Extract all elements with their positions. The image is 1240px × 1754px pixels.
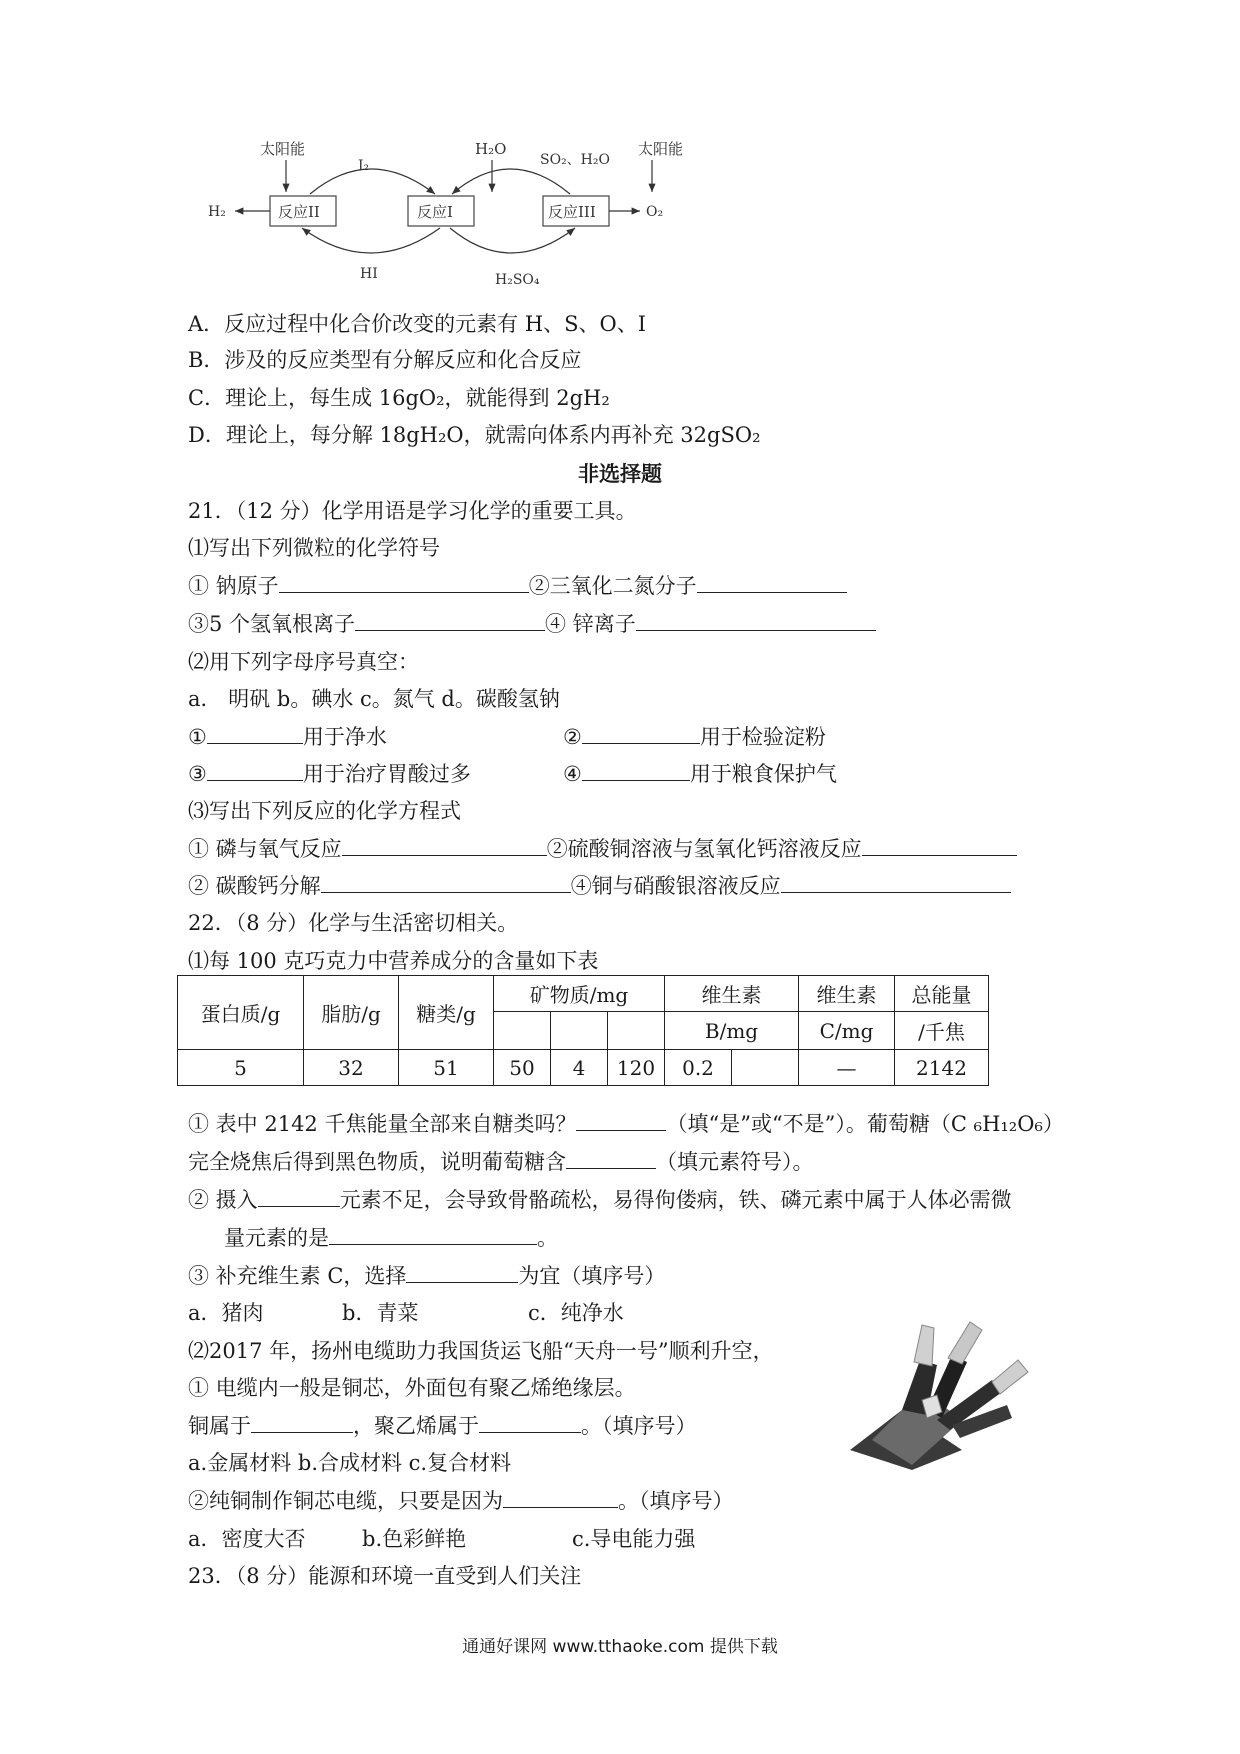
reaction1-label: 反应I bbox=[417, 203, 453, 221]
item-text: ④铜与硝酸银溶液反应 bbox=[570, 874, 781, 898]
q21-part2-options: a． 明矾 b。碘水 c。氮气 d。碳酸氢钠 bbox=[188, 687, 560, 711]
q22-q3-option-a: a．猪肉 bbox=[188, 1301, 264, 1325]
q22-part2-q2-option-a: a．密度大否 bbox=[188, 1527, 306, 1551]
solar-right-label: 太阳能 bbox=[638, 140, 684, 158]
q21-part2-row2a bbox=[188, 760, 471, 788]
q22-stem: 22．（8 分）化学与生活密切相关。 bbox=[188, 911, 519, 935]
answer-blank[interactable] bbox=[697, 572, 847, 593]
q21-sodium-atom: ① 钠原子 bbox=[188, 574, 279, 598]
q22-part2-q2-option-c: c.导电能力强 bbox=[572, 1527, 696, 1551]
header-vitamin-c-unit: C/mg bbox=[799, 1012, 895, 1050]
q22-q3 bbox=[188, 1262, 665, 1290]
header-mineral-sub bbox=[494, 1012, 551, 1050]
item-text: ②硫酸铜溶液与氢氧化钙溶液反应 bbox=[546, 837, 862, 861]
q21-zinc-ion: ④ 锌离子 bbox=[545, 612, 636, 636]
header-energy-unit: /千焦 bbox=[895, 1012, 989, 1050]
item-number: ④ bbox=[563, 762, 582, 786]
answer-blank[interactable] bbox=[636, 610, 876, 631]
cell-protein: 5 bbox=[178, 1050, 304, 1086]
option-a: A．反应过程中化合价改变的元素有 H、S、O、I bbox=[188, 312, 647, 336]
item-text: ① 磷与氧气反应 bbox=[188, 837, 342, 861]
option-b: B．涉及的反应类型有分解反应和化合反应 bbox=[188, 348, 582, 372]
q22-q2-line1 bbox=[188, 1186, 1012, 1214]
o2-label: O₂ bbox=[646, 204, 664, 220]
answer-blank[interactable] bbox=[582, 723, 700, 744]
header-mineral-sub bbox=[551, 1012, 608, 1050]
q21-part3-row2 bbox=[188, 872, 1011, 900]
cable-photo bbox=[842, 1300, 1032, 1470]
cell-vitamin-b: 0.2 bbox=[665, 1050, 732, 1086]
item-text: 。 bbox=[537, 1226, 558, 1250]
answer-blank[interactable] bbox=[781, 872, 1011, 893]
q22-part2-q1-blanks bbox=[188, 1412, 697, 1440]
answer-blank[interactable] bbox=[406, 1262, 518, 1283]
cell-mineral-2: 4 bbox=[551, 1050, 608, 1086]
item-text: ③ 补充维生素 C，选择 bbox=[188, 1264, 407, 1288]
cell-fat: 32 bbox=[304, 1050, 399, 1086]
option-d: D．理论上，每分解 18gH₂O，就需向体系内再补充 32gSO₂ bbox=[188, 423, 761, 447]
q22-part2-q2-option-b: b.色彩鲜艳 bbox=[362, 1527, 467, 1551]
answer-blank[interactable] bbox=[207, 723, 303, 744]
q21-hydroxide: ③5 个氢氧根离子 bbox=[188, 612, 356, 636]
item-text: ① 表中 2142 千焦能量全部来自糖类吗？ bbox=[188, 1112, 577, 1136]
solar-left-label: 太阳能 bbox=[260, 140, 306, 158]
header-energy: 总能量 bbox=[895, 976, 989, 1012]
water-label: H₂O bbox=[475, 140, 507, 158]
q22-part2-q1: ① 电缆内一般是铜芯，外面包有聚乙烯绝缘层。 bbox=[188, 1376, 636, 1400]
q22-q2-line2 bbox=[224, 1224, 558, 1252]
q22-part2-material-options: a.金属材料 b.合成材料 c.复合材料 bbox=[188, 1451, 512, 1475]
h2so4-label: H₂SO₄ bbox=[495, 272, 540, 288]
item-text: （填元素符号）。 bbox=[656, 1150, 814, 1174]
cell-mineral-1: 50 bbox=[494, 1050, 551, 1086]
answer-blank[interactable] bbox=[355, 610, 545, 631]
q22-q3-option-b: b．青菜 bbox=[342, 1301, 419, 1325]
q21-part2-row1b bbox=[563, 723, 826, 751]
q21-part2: ⑵用下列字母序号真空： bbox=[188, 650, 419, 674]
q21-stem: 21．（12 分）化学用语是学习化学的重要工具。 bbox=[188, 499, 637, 523]
q21-part1-row2 bbox=[188, 610, 876, 638]
header-vitamin-b-unit: B/mg bbox=[665, 1012, 799, 1050]
section-title: 非选择题 bbox=[578, 462, 662, 486]
nutrition-table bbox=[177, 975, 989, 1086]
header-mineral-sub bbox=[608, 1012, 665, 1050]
item-text: ②纯铜制作铜芯电缆，只要是因为 bbox=[188, 1489, 503, 1513]
item-text: 。（填序号） bbox=[581, 1414, 697, 1438]
item-text: 量元素的是 bbox=[224, 1226, 329, 1250]
header-fat: 脂肪/g bbox=[304, 976, 399, 1050]
answer-blank[interactable] bbox=[566, 1148, 656, 1169]
item-text: 元素不足，会导致骨骼疏松，易得佝偻病，铁、磷元素中属于人体必需微 bbox=[339, 1188, 1012, 1212]
item-number: ② bbox=[563, 725, 582, 749]
item-text: 用于治疗胃酸过多 bbox=[302, 762, 471, 786]
header-sugar: 糖类/g bbox=[399, 976, 494, 1050]
q21-part3: ⑶写出下列反应的化学方程式 bbox=[188, 799, 461, 823]
answer-blank[interactable] bbox=[321, 872, 571, 893]
answer-blank[interactable] bbox=[582, 760, 690, 781]
item-text: 为宜（填序号） bbox=[518, 1264, 666, 1288]
q22-part2: ⑵2017 年，扬州电缆助力我国货运飞船“天舟一号”顺利升空， bbox=[188, 1339, 774, 1363]
answer-blank[interactable] bbox=[258, 1186, 340, 1207]
item-text: 完全烧焦后得到黑色物质，说明葡萄糖含 bbox=[188, 1150, 566, 1174]
header-vitamin-b: 维生素 bbox=[665, 976, 799, 1012]
item-text: 铜属于 bbox=[188, 1414, 251, 1438]
header-protein: 蛋白质/g bbox=[178, 976, 304, 1050]
reaction2-label: 反应II bbox=[278, 203, 320, 221]
cell-energy: 2142 bbox=[895, 1050, 989, 1086]
cell-sugar: 51 bbox=[399, 1050, 494, 1086]
item-text: ，聚乙烯属于 bbox=[353, 1414, 479, 1438]
item-text: ② 摄入 bbox=[188, 1188, 258, 1212]
option-c: C．理论上，每生成 16gO₂，就能得到 2gH₂ bbox=[188, 386, 610, 410]
header-mineral: 矿物质/mg bbox=[494, 976, 665, 1012]
answer-blank[interactable] bbox=[479, 1412, 581, 1433]
hi-label: HI bbox=[360, 266, 378, 282]
answer-blank[interactable] bbox=[576, 1110, 666, 1131]
q22-q1-line2 bbox=[188, 1148, 814, 1176]
q22-q3-option-c: c．纯净水 bbox=[528, 1301, 624, 1325]
answer-blank[interactable] bbox=[862, 835, 1017, 856]
item-text: 用于检验淀粉 bbox=[699, 725, 826, 749]
answer-blank[interactable] bbox=[342, 835, 547, 856]
item-text: （填“是”或“不是”）。葡萄糖（C ₆H₁₂O₆） bbox=[666, 1112, 1064, 1136]
answer-blank[interactable] bbox=[279, 572, 529, 593]
answer-blank[interactable] bbox=[251, 1412, 353, 1433]
cell-mineral-3: 120 bbox=[608, 1050, 665, 1086]
item-number: ③ bbox=[188, 762, 207, 786]
q21-part1-row1 bbox=[188, 572, 847, 600]
item-text: 用于净水 bbox=[302, 725, 387, 749]
q21-part1: ⑴写出下列微粒的化学符号 bbox=[188, 536, 440, 560]
cell-vitamin-c: — bbox=[799, 1050, 895, 1086]
page-footer: 通通好课网 www.tthaoke.com 提供下载 bbox=[462, 1637, 778, 1657]
q21-part2-row1a bbox=[188, 723, 387, 751]
reaction-cycle-diagram bbox=[208, 138, 750, 288]
h2-label: H₂ bbox=[208, 204, 226, 220]
answer-blank[interactable] bbox=[503, 1487, 618, 1508]
reaction3-label: 反应III bbox=[548, 203, 596, 221]
header-vitamin-c: 维生素 bbox=[799, 976, 895, 1012]
answer-blank[interactable] bbox=[329, 1224, 537, 1245]
i2-label: I₂ bbox=[358, 158, 370, 174]
item-text: 用于粮食保护气 bbox=[689, 762, 837, 786]
cell-vitamin-b-empty bbox=[732, 1050, 799, 1086]
answer-blank[interactable] bbox=[207, 760, 303, 781]
q21-part3-row1 bbox=[188, 835, 1017, 863]
q21-part2-row2b bbox=[563, 760, 837, 788]
q22-part2-q2 bbox=[188, 1487, 734, 1515]
q22-q1-line1 bbox=[188, 1110, 1064, 1138]
so2-water-label: SO₂、H₂O bbox=[540, 152, 610, 168]
q23-stem: 23．（8 分）能源和环境一直受到人们关注 bbox=[188, 1564, 582, 1588]
item-text: ② 碳酸钙分解 bbox=[188, 874, 321, 898]
q22-part1: ⑴每 100 克巧克力中营养成分的含量如下表 bbox=[188, 949, 599, 973]
q21-n2o3: ②三氧化二氮分子 bbox=[528, 574, 697, 598]
item-text: 。（填序号） bbox=[618, 1489, 734, 1513]
item-number: ① bbox=[188, 725, 207, 749]
